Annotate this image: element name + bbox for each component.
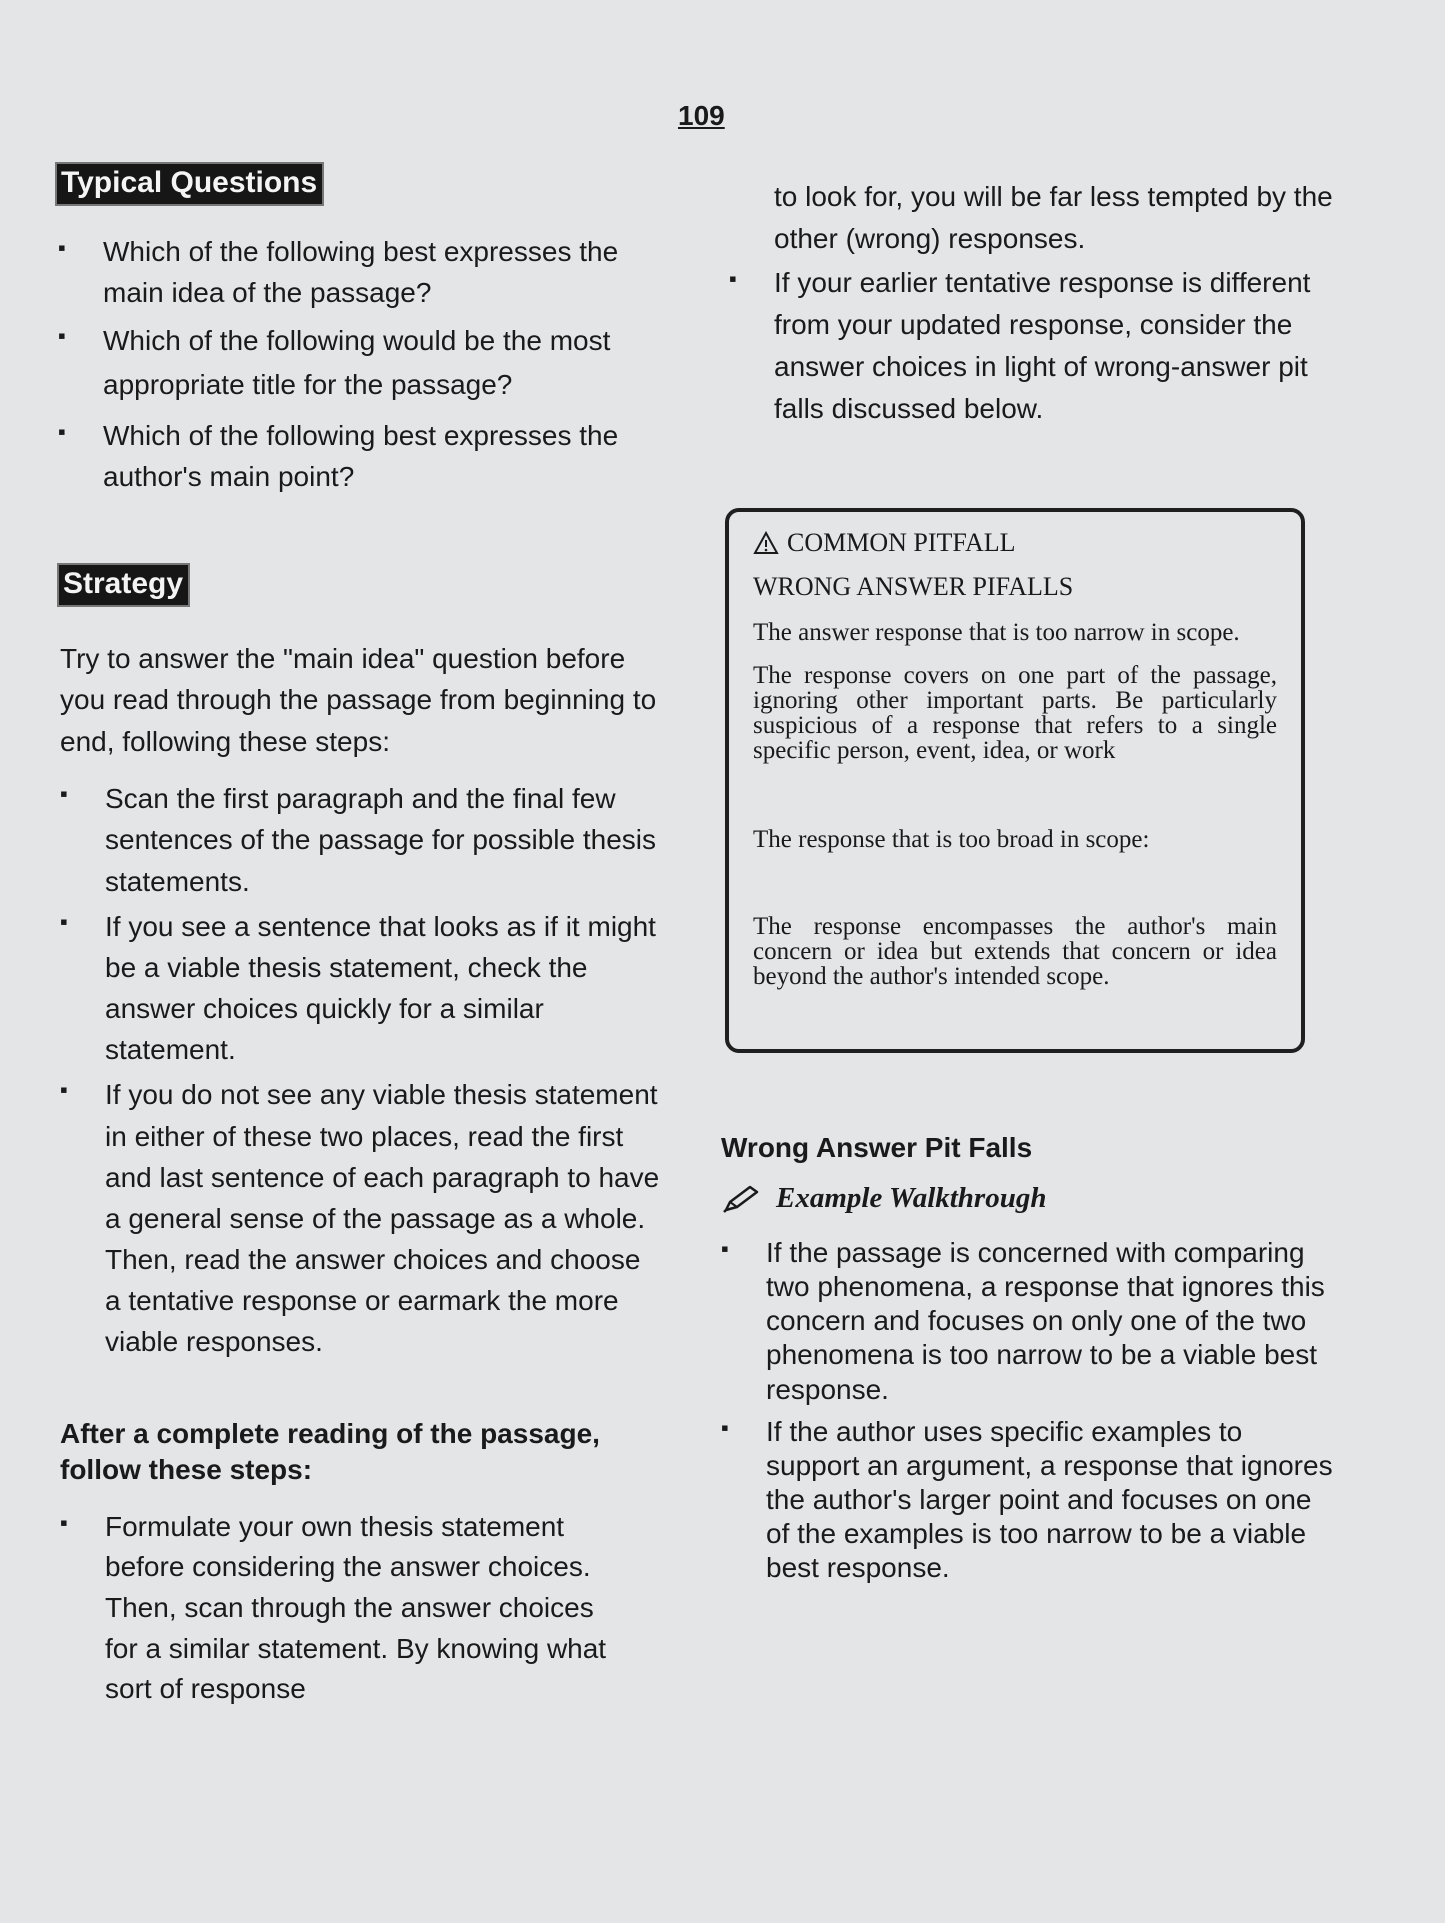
right-step-text: If your earlier tentative response is different from your updated response, consider the answer choices in light of wrong-answer pit falls discussed below. bbox=[774, 267, 1311, 424]
question-text: Which of the following would be the most appropriate title for the passage? bbox=[103, 325, 611, 400]
spacer bbox=[753, 870, 1277, 914]
after-reading-step-text: Formulate your own thesis statement before considering the answer choices. Then, scan through the answer choices for a similar statement. By knowing what sort of response bbox=[105, 1510, 607, 1705]
bullet-icon: ▪ bbox=[60, 1509, 68, 1535]
question-text: Which of the following best expresses the author's main point? bbox=[103, 419, 619, 492]
walkthrough-text: If the author uses specific examples to support an argument, a response that ignores the author's larger point and focuses on one of the examples is too narrow to be a viable best response. bbox=[766, 1415, 1333, 1584]
list-item bbox=[729, 262, 1359, 430]
bullet-icon: ▪ bbox=[58, 235, 66, 260]
strategy-step-text: Scan the first paragraph and the final few sentences of the passage for possible thesis statements. bbox=[105, 783, 657, 897]
right-continuation-section bbox=[729, 176, 1359, 430]
strategy-intro: Try to answer the "main idea" question before you read through the passage from beginning to end, following these steps: bbox=[60, 643, 657, 757]
bullet-icon: ▪ bbox=[729, 266, 737, 291]
list-item bbox=[721, 1415, 1336, 1586]
pitfall-title-row bbox=[753, 530, 1277, 556]
bullet-icon: ▪ bbox=[721, 1236, 729, 1261]
pitfall-title: COMMON PITFALL bbox=[787, 528, 1016, 557]
pen-icon bbox=[722, 1184, 762, 1214]
list-item bbox=[58, 416, 638, 497]
walkthrough-heading: Example Walkthrough bbox=[776, 1182, 1047, 1214]
after-reading-section bbox=[60, 1416, 620, 1710]
right-list bbox=[729, 262, 1359, 430]
pitfall-subtitle: WRONG ANSWER PIFALLS bbox=[753, 572, 1074, 601]
question-text: Which of the following best expresses the main idea of the passage? bbox=[103, 236, 619, 308]
list-item bbox=[60, 906, 660, 1071]
after-reading-heading: After a complete reading of the passage, follow these steps: bbox=[60, 1418, 600, 1486]
warning-triangle-icon bbox=[753, 531, 779, 555]
spacer bbox=[753, 781, 1277, 827]
list-item bbox=[60, 1074, 660, 1362]
typical-questions-list bbox=[58, 232, 638, 497]
bullet-icon: ▪ bbox=[60, 908, 68, 934]
strategy-step-text: If you do not see any viable thesis statement in either of these two places, read the first and last sentence of each paragraph to have a general sense of the passage as a whole. Then, read the answer choices and choose a tentative response or earmark the more viable responses. bbox=[105, 1079, 660, 1358]
wrong-answer-heading: Wrong Answer Pit Falls bbox=[721, 1132, 1033, 1163]
strategy-list bbox=[60, 778, 660, 1362]
bullet-icon: ▪ bbox=[721, 1414, 729, 1440]
walkthrough-section bbox=[721, 1236, 1336, 1586]
broad-scope-heading: The response that is too broad in scope: bbox=[753, 826, 1150, 853]
narrow-scope-heading: The answer response that is too narrow in scope. bbox=[753, 619, 1240, 646]
bullet-icon: ▪ bbox=[58, 323, 66, 349]
strategy-step-text: If you see a sentence that looks as if it might be a viable thesis statement, check the answer choices quickly for a similar statement. bbox=[105, 910, 656, 1066]
list-item bbox=[60, 1507, 620, 1710]
broad-scope-body: The response encompasses the author's main concern or idea but extends that concern or idea beyond the author's intended scope. bbox=[753, 913, 1277, 990]
bullet-icon: ▪ bbox=[58, 418, 66, 444]
list-item bbox=[60, 778, 660, 901]
bullet-icon: ▪ bbox=[60, 781, 68, 807]
list-item bbox=[58, 319, 638, 406]
typical-questions-heading: Typical Questions bbox=[55, 162, 324, 206]
bullet-icon: ▪ bbox=[60, 1077, 68, 1103]
list-item bbox=[58, 232, 638, 313]
strategy-heading: Strategy bbox=[57, 563, 190, 607]
wrong-answer-section bbox=[721, 1130, 1321, 1166]
page-number: 109 bbox=[678, 100, 725, 131]
continuation-text: to look for, you will be far less tempted by the other (wrong) responses. bbox=[774, 181, 1333, 254]
narrow-scope-body: The response covers on one part of the passage, ignoring other important parts. Be particularly suspicious of a response that refers to a single specific person, event, idea, or work bbox=[753, 662, 1277, 764]
walkthrough-heading-row bbox=[722, 1182, 1046, 1215]
after-reading-list bbox=[60, 1507, 620, 1710]
common-pitfall-box bbox=[725, 508, 1305, 1053]
strategy-section bbox=[60, 638, 660, 1363]
typical-questions-section bbox=[58, 232, 638, 497]
walkthrough-text: If the passage is concerned with comparing two phenomena, a response that ignores this concern and focuses on only one of the two phenomena is too narrow to be a viable best response. bbox=[766, 1237, 1325, 1405]
list-item bbox=[721, 1236, 1336, 1407]
walkthrough-list bbox=[721, 1236, 1336, 1586]
